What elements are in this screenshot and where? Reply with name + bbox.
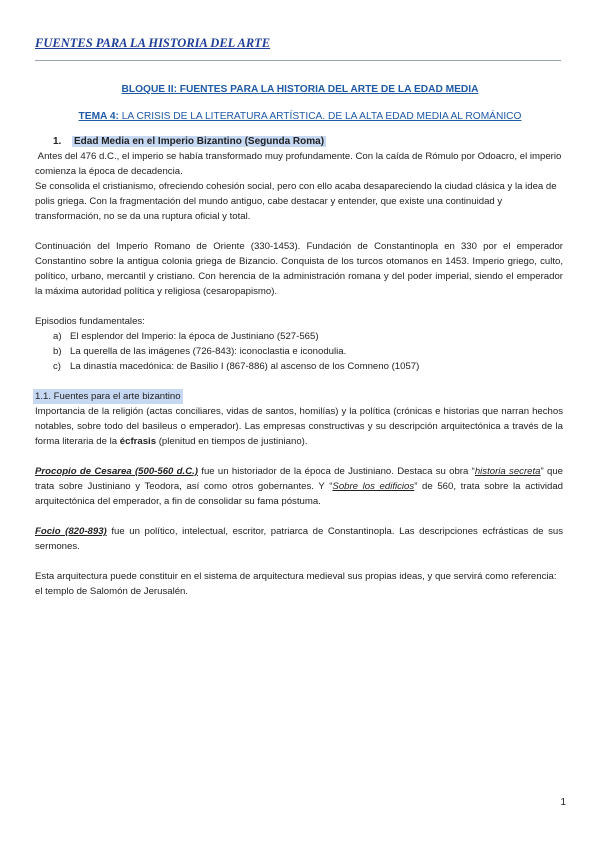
episodes-list xyxy=(53,329,563,374)
page-header-title: FUENTES PARA LA HISTORIA DEL ARTE xyxy=(35,36,271,50)
list-item xyxy=(53,329,563,344)
block-title: BLOQUE II: FUENTES PARA LA HISTORIA DEL ARTE DE LA EDAD MEDIA xyxy=(121,84,479,95)
text-run: Importancia de la religión (actas conciliares, vidas de santos, homilías) y la política (crónicas e historias que narran hechos notables, sobre todo del basileus o emperador). Las empresas constructivas y su descripción arquitectónica a través de la forma literaria de la xyxy=(35,406,563,447)
paragraph: Antes del 476 d.C., el imperio se había transformado muy profundamente. Con la caída de Rómulo por Odoacro, el imperio comienza la época de decadencia. xyxy=(35,151,565,177)
list-marker: b) xyxy=(53,346,62,357)
paragraph xyxy=(35,404,563,449)
paragraph: Continuación del Imperio Romano de Oriente (330-1453). Fundación de Constantinopla en 330 por el emperador Constantino sobre la antigua colonia griega de Bizancio. Conquista de los turcos otomanos en 1453. Imperio griego, culto, político, urbano, mercantil y cristiano. Con herencia de la administración romana y del poder imperial, siendo el emperador la máxima autoridad política y religiosa (cesaropapismo). xyxy=(35,241,563,297)
theme-title-text: LA CRISIS DE LA LITERATURA ARTÍSTICA. DE LA ALTA EDAD MEDIA AL ROMÁNICO xyxy=(118,111,522,122)
author-procopio: Procopio de Cesarea (500-560 d.C.) xyxy=(35,466,198,477)
list-item xyxy=(53,344,563,359)
list-marker: c) xyxy=(53,361,61,372)
text-run: ” de 560, trata sobre la actividad arquitectónica del emperador, a fin de consolidar su fama póstuma. xyxy=(35,481,564,507)
section-heading xyxy=(53,134,563,149)
paragraph xyxy=(35,524,563,554)
list-item-text: La querella de las imágenes (726-843): iconoclastia e iconodulia. xyxy=(70,346,347,357)
episodes-intro: Episodios fundamentales: xyxy=(35,316,145,327)
list-marker: a) xyxy=(53,331,62,342)
term-ecfrasis: écfrasis xyxy=(119,436,157,447)
subsection-heading: 1.1. Fuentes para el arte bizantino xyxy=(35,391,181,402)
text-run: fue un historiador de la época de Justiniano. Destaca su obra “ xyxy=(198,466,475,477)
text-run: fue un político, intelectual, escritor, patriarca de Constantinopla. Las descripciones ecfrásticas de sus sermones. xyxy=(35,526,563,552)
paragraph: Esta arquitectura puede constituir en el sistema de arquitectura medieval sus propias ideas, y que servirá como referencia: el templo de Salomón de Jerusalén. xyxy=(35,571,557,597)
list-item-text: La dinastía macedónica: de Basilio I (867-886) al ascenso de los Comneno (1057) xyxy=(70,361,420,372)
list-item xyxy=(53,359,563,374)
section-number: 1. xyxy=(53,136,62,147)
header-divider xyxy=(35,60,561,61)
work-title: historia secreta xyxy=(474,466,541,477)
paragraph xyxy=(35,464,563,509)
theme-label: TEMA 4: xyxy=(78,111,119,122)
text-run: ” que trata sobre Justiniano y Teodora, así como otros gobernantes. Y “ xyxy=(35,466,564,492)
author-focio: Focio (820-893) xyxy=(35,526,107,537)
page-number: 1 xyxy=(560,797,566,808)
section-heading-text: Edad Media en el Imperio Bizantino (Segunda Roma) xyxy=(74,136,325,147)
theme-title xyxy=(0,111,600,122)
paragraph: Se consolida el cristianismo, ofreciendo cohesión social, pero con ello acaba desapareciendo la ciudad clásica y la idea de polis griega. Con la fragmentación del mundo antiguo, cabe destacar y entender, que existe una continuidad y transformación, no se da una ruptura oficial y total. xyxy=(35,181,557,222)
list-item-text: El esplendor del Imperio: la época de Justiniano (527-565) xyxy=(70,331,319,342)
text-run: (plenitud en tiempos de justiniano). xyxy=(156,436,308,447)
work-title: Sobre los edificios xyxy=(332,481,415,492)
document-body xyxy=(35,134,563,599)
